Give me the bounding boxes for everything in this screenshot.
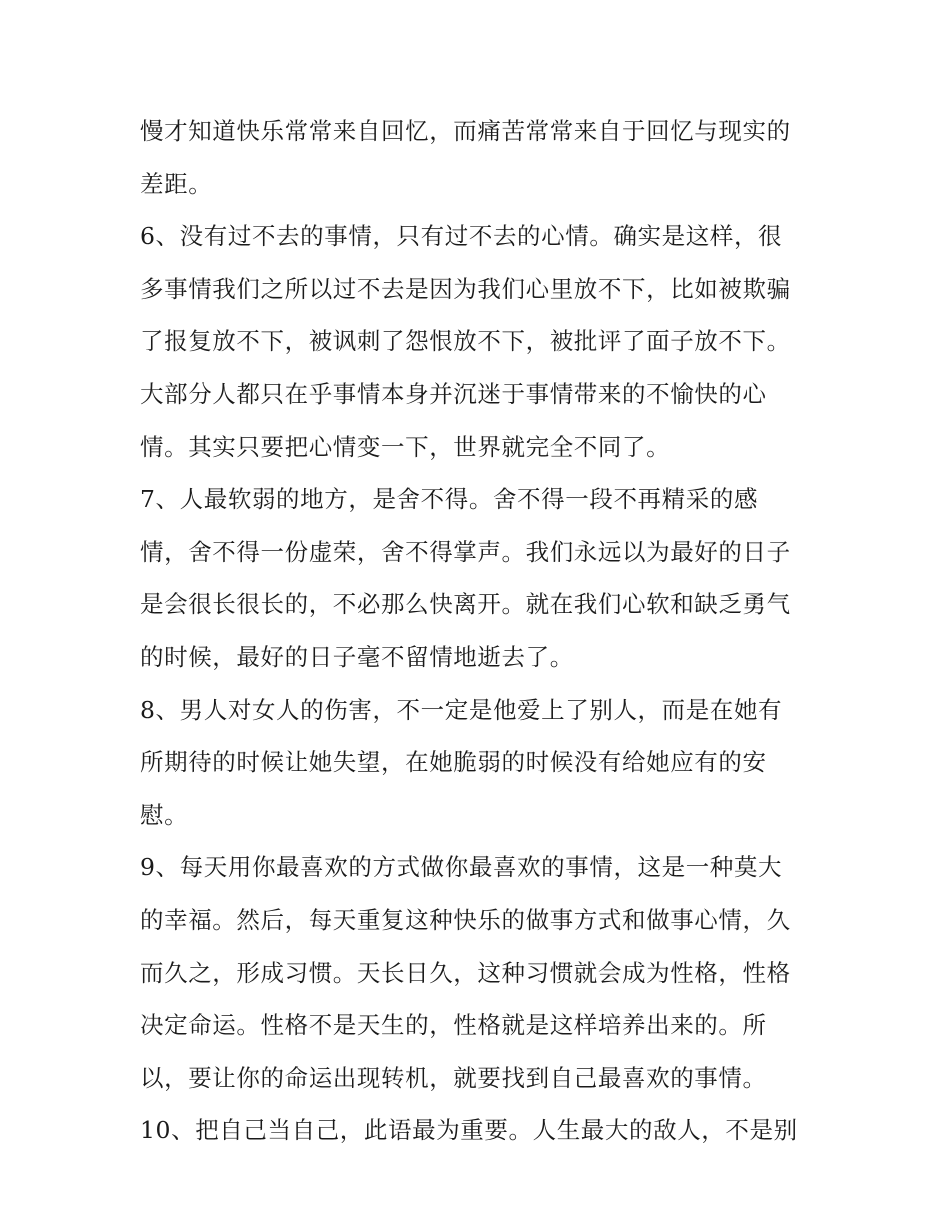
text-line: 而久之，形成习惯。天长日久，这种习惯就会成为性格，性格	[140, 958, 791, 987]
text-line: 情，舍不得一份虚荣，舍不得掌声。我们永远以为最好的日子	[140, 537, 791, 566]
text-line: 决定命运。性格不是天生的，性格就是这样培养出来的。所	[140, 1011, 767, 1040]
text-line: 8、男人对女人的伤害，不一定是他爱上了别人，而是在她有	[140, 695, 783, 724]
text-line: 9、每天用你最喜欢的方式做你最喜欢的事情，这是一种莫大	[140, 853, 783, 882]
text-line: 慢才知道快乐常常来自回忆，而痛苦常常来自于回忆与现实的	[140, 117, 791, 145]
text-line: 的幸福。然后，每天重复这种快乐的做事方式和做事心情，久	[140, 905, 791, 934]
text-line: 所期待的时候让她失望，在她脆弱的时候没有给她应有的安	[140, 748, 767, 777]
text-line: 以，要让你的命运出现转机，就要找到自己最喜欢的事情。	[140, 1063, 767, 1092]
text-line: 差距。	[140, 169, 213, 198]
text-line: 是会很长很长的，不必那么快离开。就在我们心软和缺乏勇气	[140, 590, 791, 619]
text-line: 多事情我们之所以过不去是因为我们心里放不下，比如被欺骗	[140, 274, 791, 303]
text-line: 大部分人都只在乎事情本身并沉迷于事情带来的不愉快的心	[140, 379, 767, 408]
text-line: 的时候，最好的日子毫不留情地逝去了。	[140, 642, 574, 671]
text-line: 10、把自己当自己，此语最为重要。人生最大的敌人，不是别	[140, 1116, 798, 1145]
text-line: 慰。	[140, 800, 189, 829]
body-text	[140, 105, 820, 1157]
text-line: 7、人最软弱的地方，是舍不得。舍不得一段不再精采的感	[140, 485, 759, 514]
text-line: 6、没有过不去的事情，只有过不去的心情。确实是这样，很	[140, 222, 783, 251]
text-line: 情。其实只要把心情变一下，世界就完全不同了。	[140, 432, 671, 461]
text-line: 了报复放不下，被讽刺了怨恨放不下，被批评了面子放不下。	[140, 327, 791, 356]
